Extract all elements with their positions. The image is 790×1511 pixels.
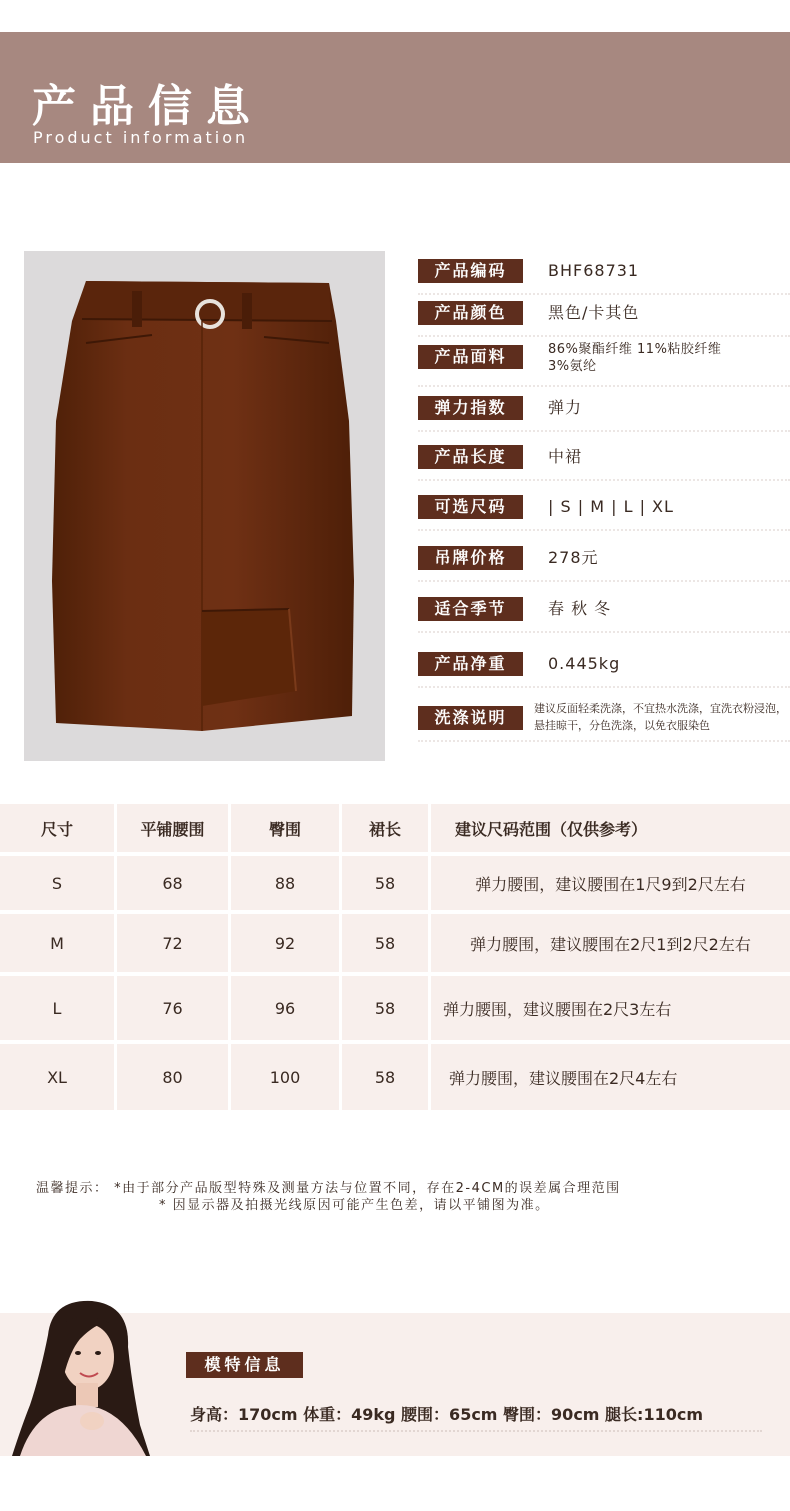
skirt-icon [24, 251, 385, 761]
spec-value: 278元 [548, 548, 599, 567]
table-cell: 58 [342, 1044, 428, 1110]
table-cell: 96 [231, 976, 339, 1040]
spec-label: 产品净重 [418, 652, 523, 676]
spec-label: 产品颜色 [418, 301, 523, 325]
table-cell: 92 [231, 914, 339, 972]
divider [418, 335, 790, 337]
product-image [24, 251, 385, 761]
table-cell: 100 [231, 1044, 339, 1110]
spec-label: 洗涤说明 [418, 706, 523, 730]
table-header: 尺寸 [0, 804, 114, 852]
table-cell: 68 [117, 856, 228, 910]
spec-label: 吊牌价格 [418, 546, 523, 570]
divider [418, 580, 790, 582]
table-cell: M [0, 914, 114, 972]
table-cell: 76 [117, 976, 228, 1040]
tips-line-1: 温馨提示： *由于部分产品版型特殊及测量方法与位置不同，存在2-4CM的误差属合理范围 [36, 1181, 621, 1196]
divider [418, 430, 790, 432]
table-header: 裙长 [342, 804, 428, 852]
divider [418, 385, 790, 387]
model-info: 身高：170cm 体重：49kg 腰围：65cm 臀围：90cm 腿长:110cm [190, 1405, 703, 1424]
divider [418, 740, 790, 742]
header-banner [0, 32, 790, 163]
divider [418, 686, 790, 688]
spec-label: 产品长度 [418, 445, 523, 469]
fabric-line-2: 3%氨纶 [548, 359, 597, 374]
divider [418, 529, 790, 531]
table-cell: 58 [342, 914, 428, 972]
tips-note [36, 1180, 621, 1214]
spec-value: 弹力 [548, 398, 583, 417]
model-portrait-icon [0, 1295, 160, 1456]
spec-label: 产品编码 [418, 259, 523, 283]
spec-value: 0.445kg [548, 654, 621, 673]
table-cell: 58 [342, 976, 428, 1040]
spec-value: 建议反面轻柔洗涤，不宜热水洗涤，宜洗衣粉浸泡，悬挂晾干，分色洗涤，以免衣服染色 [534, 702, 787, 732]
table-cell: XL [0, 1044, 114, 1110]
table-header: 建议尺码范围（仅供参考） [431, 804, 790, 852]
table-cell: S [0, 856, 114, 910]
spec-value: BHF68731 [548, 261, 640, 280]
table-header: 臀围 [231, 804, 339, 852]
table-cell: 80 [117, 1044, 228, 1110]
table-cell: 88 [231, 856, 339, 910]
table-cell: 弹力腰围，建议腰围在2尺4左右 [431, 1044, 790, 1110]
tips-line-2: * 因显示器及拍摄光线原因可能产生色差，请以平铺图为准。 [159, 1198, 550, 1213]
table-header: 平铺腰围 [117, 804, 228, 852]
spec-label: 适合季节 [418, 597, 523, 621]
model-photo [0, 1295, 160, 1456]
divider [418, 631, 790, 633]
spec-label: 产品面料 [418, 345, 523, 369]
table-cell: 弹力腰围，建议腰围在2尺1到2尺2左右 [431, 914, 790, 972]
divider [190, 1430, 762, 1432]
table-cell: 弹力腰围，建议腰围在1尺9到2尺左右 [431, 856, 790, 910]
divider [418, 293, 790, 295]
fabric-line-1: 86%聚酯纤维 11%粘胶纤维 [548, 342, 722, 357]
spec-value: | S | M | L | XL [548, 497, 674, 516]
spec-value: 中裙 [548, 447, 583, 466]
page-title: 产品信息 [32, 81, 264, 132]
spec-value [548, 341, 721, 375]
spec-value: 春 秋 冬 [548, 599, 612, 618]
divider [418, 479, 790, 481]
page-subtitle: Product information [33, 128, 249, 147]
model-label: 模特信息 [186, 1352, 303, 1378]
table-cell: 72 [117, 914, 228, 972]
spec-label: 弹力指数 [418, 396, 523, 420]
table-cell: 58 [342, 856, 428, 910]
spec-value: 黑色/卡其色 [548, 303, 640, 322]
spec-label: 可选尺码 [418, 495, 523, 519]
table-cell: L [0, 976, 114, 1040]
table-cell: 弹力腰围，建议腰围在2尺3左右 [431, 976, 790, 1040]
